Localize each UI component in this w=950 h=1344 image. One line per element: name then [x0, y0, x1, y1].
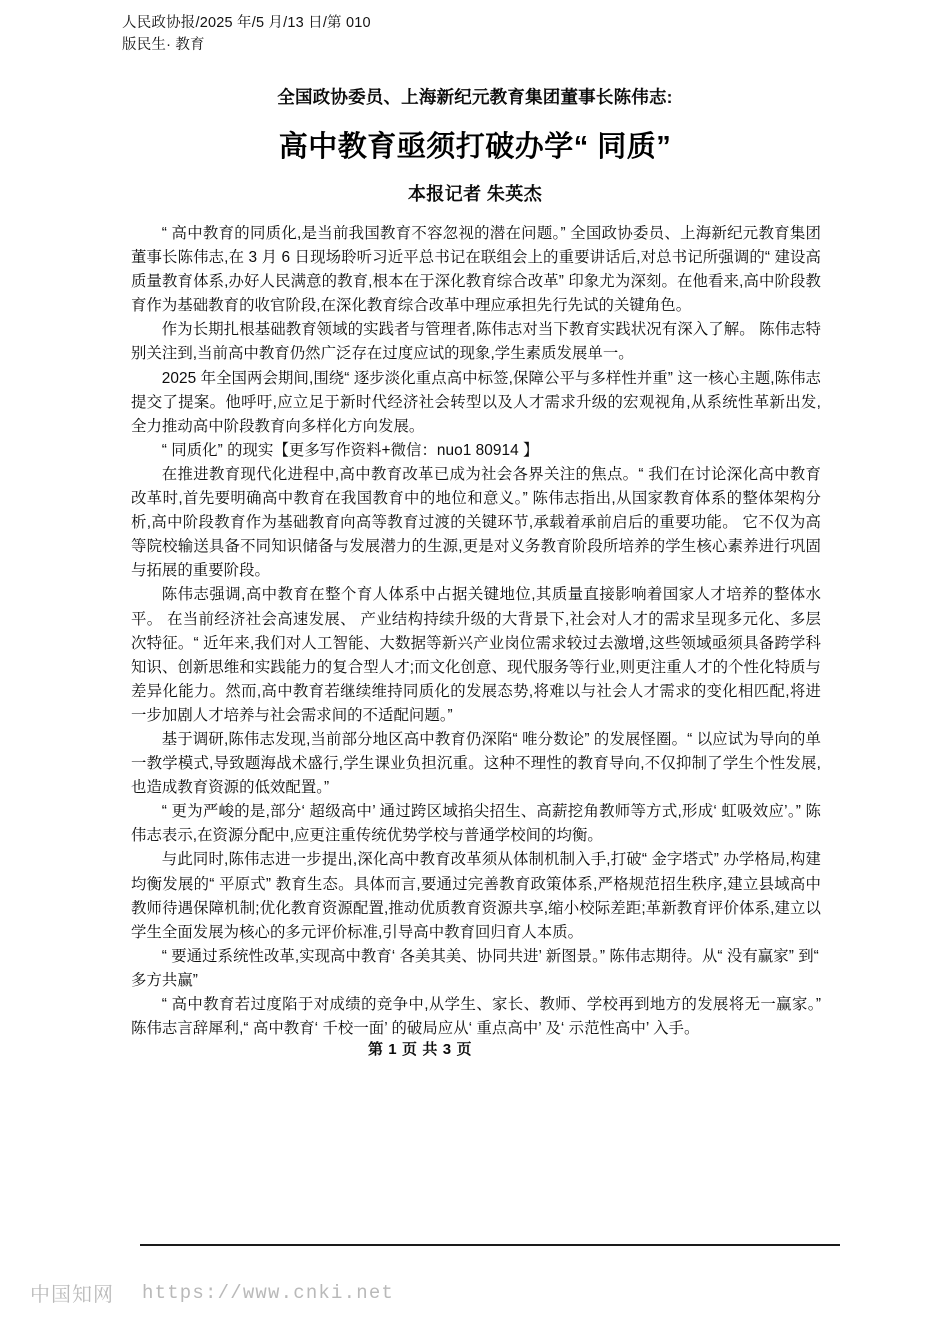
paragraph: 在推进教育现代化进程中,高中教育改革已成为社会各界关注的焦点。“ 我们在讨论深化高中教育改革时,首先要明确高中教育在我国教育中的地位和意义。” 陈伟志指出,从国家教育体系的整体架构分析,高中阶段教育作为基础教育向高等教育过渡的关键环节,承载着承前启后的重要功能。 它不仅为高等院校输送具备不同知识储备与发展潜力的生源,更是对义务教育阶段所培养的学生核心素养进行巩固与拓展的重要阶段。 [131, 465, 821, 580]
article-body [131, 222, 821, 1041]
paragraph: “ 要通过系统性改革,实现高中教育‘ 各美其美、协同共进’ 新图景。” 陈伟志期待。从“ 没有赢家” 到“ 多方共赢” [131, 947, 819, 989]
paragraph: 2025 年全国两会期间,围绕“ 逐步淡化重点高中标签,保障公平与多样性并重” 这一核心主题,陈伟志提交了提案。他呼吁,应立足于新时代经济社会转型以及人才需求升级的宏观视角,从系统性革新出发,全力推动高中阶段教育向多样化方向发展。 [131, 369, 821, 435]
article-headline: 高中教育亟须打破办学“ 同质” [278, 131, 672, 163]
paragraph: “ 高中教育的同质化,是当前我国教育不容忽视的潜在问题。” 全国政协委员、上海新纪元教育集团董事长陈伟志,在 3 月 6 日现场聆听习近平总书记在联组会上的重要讲话后,对总书记所强调的“ 建设高质量教育体系,办好人民满意的教育,根本在于深化教育综合改革” 印象尤为深刻。在他看来,高中阶段教育作为基础教育的收官阶段,在深化教育综合改革中理应承担先行先试的关键角色。 [131, 225, 821, 315]
source-line-primary: 人民政协报/2025 年/5 月/13 日/第 010 [122, 15, 371, 31]
paragraph: 与此同时,陈伟志进一步提出,深化高中教育改革须从体制机制入手,打破“ 金字塔式” 办学格局,构建均衡发展的“ 平原式” 教育生态。具体而言,要通过完善教育政策体系,严格规范招生秩序,建立县域高中教师待遇保障机制;优化教育资源配置,推动优质教育资源共享,缩小校际差距;革新教育评价体系,建立以学生全面发展为核心的多元评价标准,引导高中教育回归育人本质。 [131, 851, 821, 941]
publication-source [122, 12, 722, 56]
paragraph: “ 高中教育若过度陷于对成绩的竞争中,从学生、家长、教师、学校再到地方的发展将无一赢家。” 陈伟志言辞犀利,“ 高中教育‘ 千校一面’ 的破局应从‘ 重点高中’ 及‘ 示范性高中’ 入手。 [131, 996, 821, 1038]
cnki-url-label: https://www.cnki.net [142, 1281, 395, 1304]
article-byline: 本报记者 朱英杰 [407, 184, 543, 204]
cnki-brand-label: 中国知网 [30, 1282, 114, 1306]
paragraph: 基于调研,陈伟志发现,当前部分地区高中教育仍深陷“ 唯分数论” 的发展怪圈。“ 以应试为导向的单一教学模式,导致题海战术盛行,学生课业负担沉重。这种不理性的教育导向,不仅抑制了学生个性发展,也造成教育资源的低效配置。” [131, 730, 821, 797]
paragraph: “ 更为严峻的是,部分‘ 超级高中’ 通过跨区域掐尖招生、高薪挖角教师等方式,形成‘ 虹吸效应’。” 陈伟志表示,在资源分配中,应更注重传统优势学校与普通学校间的均衡。 [131, 803, 821, 845]
paragraph: “ 同质化” 的现实【更多写作资料+微信：nuo1 80914 】 [161, 441, 539, 459]
page-number: 第 1 页 共 3 页 [367, 1041, 473, 1058]
article-kicker: 全国政协委员、上海新纪元教育集团董事长陈伟志: [277, 87, 673, 107]
paragraph: 陈伟志强调,高中教育在整个育人体系中占据关键地位,其质量直接影响着国家人才培养的整体水平。 在当前经济社会高速发展、 产业结构持续升级的大背景下,社会对人才的需求呈现多元化、多层次特征。“ 近年来,我们对人工智能、大数据等新兴产业岗位需求较过去激增,这些领域亟须具备跨学科知识、创新思维和实践能力的复合型人才;而文化创意、现代服务等行业,则更注重人才的个性化特质与差异化能力。然而,高中教育若继续维持同质化的发展态势,将难以与社会人才需求的变化相匹配,将进一步加剧人才培养与社会需求间的不适配问题。” [131, 586, 821, 724]
cnki-watermark [30, 1278, 394, 1307]
source-line-secondary: 版民生· 教育 [122, 37, 205, 53]
footer-divider [140, 1244, 840, 1246]
paragraph: 作为长期扎根基础教育领域的实践者与管理者,陈伟志对当下教育实践状况有深入了解。 陈伟志特别关注到,当前高中教育仍然广泛存在过度应试的现象,学生素质发展单一。 [131, 321, 821, 363]
